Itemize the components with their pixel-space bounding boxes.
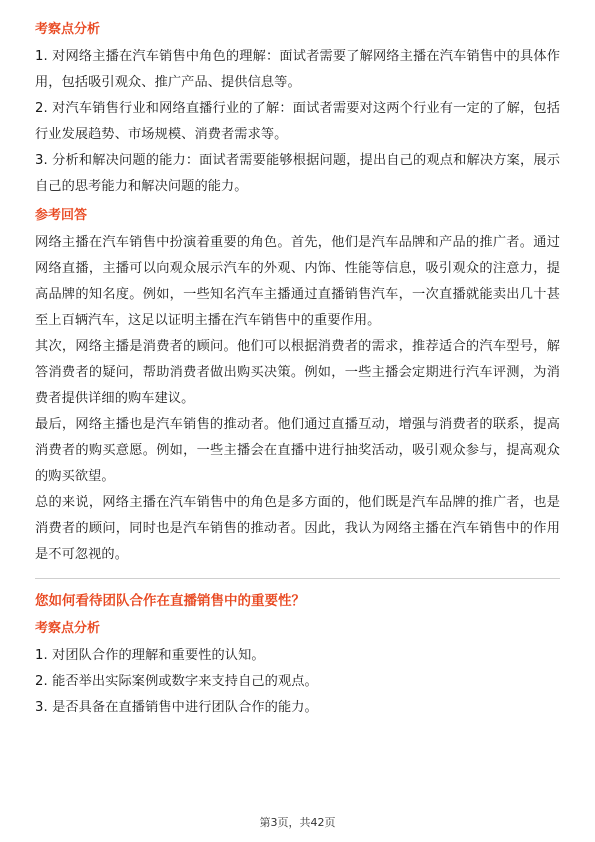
answer-paragraph-1: 网络主播在汽车销售中扮演着重要的角色。首先，他们是汽车品牌和产品的推广者。通过网络直播，主播可以向观众展示汽车的外观、内饰、性能等信息，吸引观众的注意力，提高品牌的知名度。例如，一些知名汽车主播通过直播销售汽车，一次直播就能卖出几十甚至上百辆汽车，这足以证明主播在汽车销售中的重要作用。 [35, 235, 560, 328]
analysis-point-3: 3. 分析和解决问题的能力：面试者需要能够根据问题，提出自己的观点和解决方案，展示自己的思考能力和解决问题的能力。 [35, 153, 560, 194]
analysis2-point-3: 3. 是否具备在直播销售中进行团队合作的能力。 [35, 700, 318, 715]
section-heading-analysis-2: 考察点分析 [35, 621, 101, 636]
section-divider [35, 578, 560, 579]
answer-paragraph-3: 最后，网络主播也是汽车销售的推动者。他们通过直播互动，增强与消费者的联系，提高消费者的购买意愿。例如，一些主播会在直播中进行抽奖活动，吸引观众参与，提高观众的购买欲望。 [35, 417, 560, 484]
analysis-point-1: 1. 对网络主播在汽车销售中角色的理解：面试者需要了解网络主播在汽车销售中的具体作用，包括吸引观众、推广产品、提供信息等。 [35, 49, 560, 90]
section-heading-answer: 参考回答 [35, 208, 88, 223]
section-heading-analysis: 考察点分析 [35, 22, 101, 37]
page-content [35, 20, 560, 721]
analysis2-point-2: 2. 能否举出实际案例或数字来支持自己的观点。 [35, 674, 318, 689]
answer-paragraph-2: 其次，网络主播是消费者的顾问。他们可以根据消费者的需求，推荐适合的汽车型号，解答消费者的疑问，帮助消费者做出购买决策。例如，一些主播会定期进行汽车评测，为消费者提供详细的购车建议。 [35, 339, 560, 406]
page-number: 第3页，共42页 [259, 816, 336, 829]
analysis2-point-1: 1. 对团队合作的理解和重要性的认知。 [35, 648, 265, 663]
analysis-point-2: 2. 对汽车销售行业和网络直播行业的了解：面试者需要对这两个行业有一定的了解，包括行业发展趋势、市场规模、消费者需求等。 [35, 101, 560, 142]
answer-paragraph-4: 总的来说，网络主播在汽车销售中的角色是多方面的，他们既是汽车品牌的推广者，也是消费者的顾问，同时也是汽车销售的推动者。因此，我认为网络主播在汽车销售中的作用是不可忽视的。 [35, 495, 560, 562]
question-title: 您如何看待团队合作在直播销售中的重要性？ [35, 593, 305, 609]
